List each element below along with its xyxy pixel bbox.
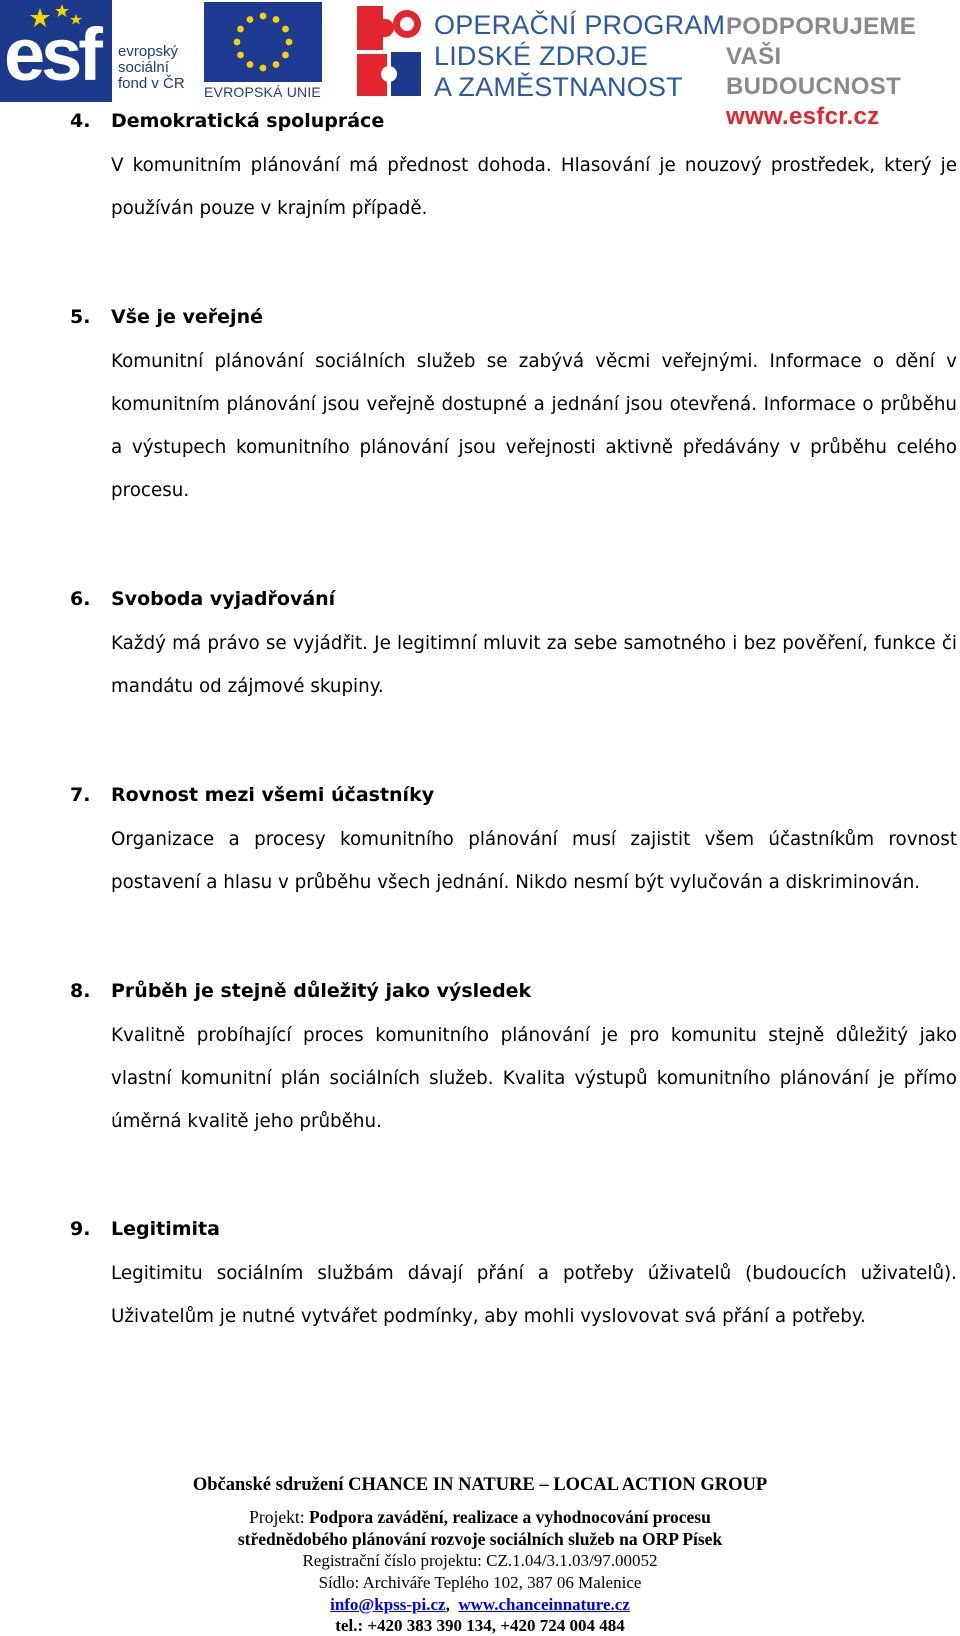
section-heading-4 (70, 110, 384, 132)
footer-links (0, 1594, 960, 1616)
eu-label: EVROPSKÁ UNIE (204, 84, 321, 100)
section-text-7: Organizace a procesy komunitního plánování musí zajistit všem účastníkům rovnost postavení a hlasu v průběhu všech jednání. Nikdo nesmí být vylučován a diskriminován. (111, 829, 957, 893)
footer-link-separator: , (445, 1595, 450, 1614)
section-title: Průběh je stejně důležitý jako výsledek (111, 980, 532, 1002)
program-title-line3: A ZAMĚSTNANOST (434, 72, 683, 102)
section-heading-7 (70, 784, 434, 806)
program-title (434, 10, 725, 103)
section-title: Rovnost mezi všemi účastníky (111, 784, 435, 806)
slogan-website: www.esfcr.cz (726, 103, 880, 130)
section-number: 4. (70, 110, 91, 132)
page-footer (0, 1474, 960, 1636)
footer-registration: Registrační číslo projektu: CZ.1.04/3.1.03/97.00052 (302, 1551, 658, 1570)
section-title: Svoboda vyjadřování (111, 588, 336, 610)
slogan (726, 12, 960, 132)
program-title-line2: LIDSKÉ ZDROJE (434, 41, 649, 71)
program-title-line1: OPERAČNÍ PROGRAM (434, 10, 726, 40)
esf-letters: esf (4, 13, 99, 96)
footer-website-link[interactable]: www.chanceinnature.cz (458, 1595, 630, 1614)
esf-caption-line1: evropský (118, 43, 179, 60)
footer-address: Sídlo: Archiváře Teplého 102, 387 06 Malenice (318, 1573, 642, 1592)
esf-logo (0, 0, 195, 102)
esf-caption-line2: sociální (118, 59, 169, 76)
section-number: 7. (70, 784, 91, 806)
esf-logo-mark (0, 0, 112, 102)
esf-caption-line3: fond v ČR (118, 75, 185, 92)
puzzle-logo-icon (355, 2, 425, 100)
footer-project-line2: střednědobého plánování rozvoje sociálních služeb na ORP Písek (237, 1529, 723, 1549)
slogan-line2: VAŠI BUDOUCNOST (726, 43, 901, 100)
footer-email-link[interactable]: info@kpss-pi.cz (330, 1595, 446, 1614)
section-number: 8. (70, 980, 91, 1002)
section-heading-8 (70, 980, 531, 1002)
section-heading-9 (70, 1218, 220, 1240)
section-text-6: Každý má právo se vyjádřit. Je legitimní mluvit za sebe samotného i bez pověření, funkce či mandátu od zájmové skupiny. (111, 633, 957, 697)
footer-project (0, 1506, 960, 1528)
footer-project-prefix: Projekt: (249, 1507, 305, 1527)
section-number: 5. (70, 306, 91, 328)
esf-caption (118, 44, 185, 92)
section-text-4: V komunitním plánování má přednost dohoda. Hlasování je nouzový prostředek, který je používán pouze v krajním případě. (111, 155, 957, 219)
section-heading-5 (70, 306, 263, 328)
footer-phone: tel.: +420 383 390 134, +420 724 004 484 (335, 1616, 625, 1635)
section-text-8: Kvalitně probíhající proces komunitního plánování je pro komunitu stejně důležitý jako vlastní komunitní plán sociálních služeb. Kvalita výstupů komunitního plánování je přímo úměrná kvalitě jeho průběhu. (111, 1025, 957, 1132)
section-title: Vše je veřejné (111, 306, 263, 328)
section-number: 9. (70, 1218, 91, 1240)
footer-project-line1: Podpora zavádění, realizace a vyhodnocování procesu (308, 1507, 711, 1527)
slogan-line1: PODPORUJEME (726, 13, 917, 40)
section-title: Demokratická spolupráce (111, 110, 385, 132)
section-text-9: Legitimitu sociálním službám dávají přání a potřeby úživatelů (budoucích uživatelů). Uživatelům je nutné vytvářet podmínky, aby mohli vyslovovat svá přání a potřeby. (111, 1263, 957, 1327)
section-text-5: Komunitní plánování sociálních služeb se zabývá věcmi veřejnými. Informace o dění v komunitním plánování jsou veřejně dostupné a jednání jsou otevřená. Informace o průběhu a výstupech komunitního plánování jsou veřejnosti aktivně předávány v průběhu celého procesu. (111, 351, 957, 501)
eu-flag-icon (204, 2, 322, 82)
section-title: Legitimita (111, 1218, 220, 1240)
footer-organization: Občanské sdružení CHANCE IN NATURE – LOCAL ACTION GROUP (192, 1475, 768, 1495)
section-number: 6. (70, 588, 91, 610)
section-heading-6 (70, 588, 335, 610)
